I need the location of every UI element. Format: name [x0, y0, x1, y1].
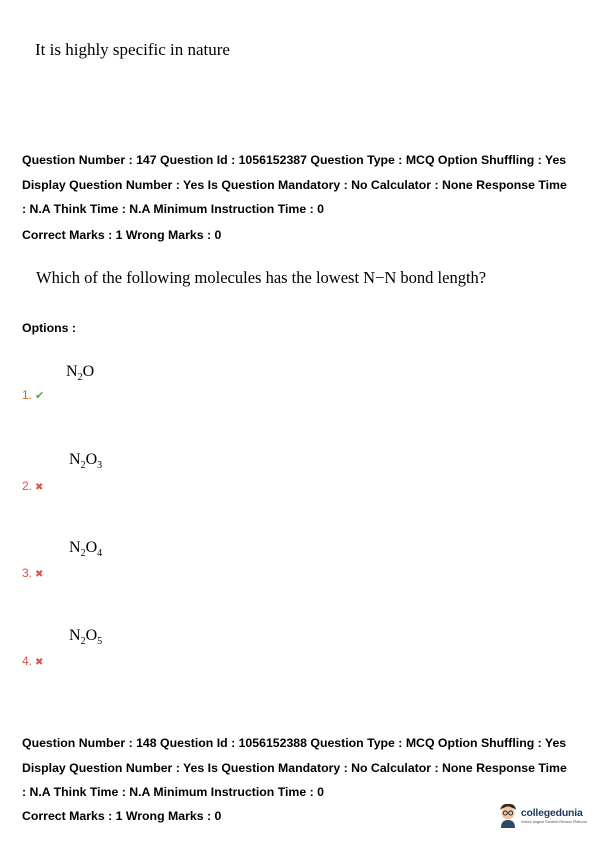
cross-icon: ✖	[35, 482, 44, 493]
option-3-number	[22, 566, 43, 580]
option-number-label: 4.	[22, 654, 33, 668]
options-label: Options :	[22, 321, 76, 335]
previous-answer-text: It is highly specific in nature	[35, 40, 230, 59]
logo-name: collegedunia	[520, 806, 583, 819]
option-number-label: 1.	[22, 388, 33, 402]
cross-icon: ✖	[35, 569, 44, 580]
formula-element: N	[66, 363, 78, 380]
question-148-metadata	[22, 731, 582, 805]
cross-icon: ✖	[35, 657, 44, 668]
meta-line: : N.A Think Time : N.A Minimum Instruction Time : 0	[22, 202, 324, 216]
formula-subscript: 5	[97, 636, 103, 647]
mascot-icon	[497, 802, 519, 828]
formula-element: N	[69, 539, 81, 556]
formula-element: O	[85, 627, 98, 644]
formula-subscript: 2	[80, 548, 86, 559]
formula-subscript: 2	[77, 372, 83, 383]
meta-line: Display Question Number : Yes Is Question Mandatory : No Calculator : None Response Time	[22, 760, 567, 775]
formula-subscript: 2	[80, 636, 86, 647]
meta-line: Question Number : 148 Question Id : 1056152388 Question Type : MCQ Option Shuffling : Yes	[22, 736, 567, 750]
option-3-formula	[69, 539, 102, 559]
formula-subscript: 4	[97, 548, 103, 559]
formula-element: O	[82, 363, 95, 380]
option-2-number	[22, 479, 43, 493]
formula-element: N	[69, 627, 81, 644]
formula-subscript: 3	[97, 460, 103, 471]
formula-element: N	[69, 451, 81, 468]
option-1-number	[22, 388, 44, 402]
option-number-label: 3.	[22, 566, 33, 580]
option-number-label: 2.	[22, 479, 33, 493]
meta-line: Question Number : 147 Question Id : 1056152387 Question Type : MCQ Option Shuffling : Yes	[22, 153, 567, 167]
meta-line: : N.A Think Time : N.A Minimum Instruction Time : 0	[22, 785, 324, 799]
question-147-text: Which of the following molecules has the lowest N−N bond length?	[36, 268, 487, 287]
option-4-number	[22, 654, 43, 668]
formula-subscript: 2	[80, 460, 86, 471]
question-147-metadata	[22, 148, 582, 222]
check-icon: ✔	[35, 390, 45, 402]
meta-line: Display Question Number : Yes Is Question Mandatory : No Calculator : None Response Time	[22, 177, 567, 192]
question-148-marks: Correct Marks : 1 Wrong Marks : 0	[22, 809, 222, 823]
question-147-marks: Correct Marks : 1 Wrong Marks : 0	[22, 228, 222, 242]
formula-element: O	[85, 539, 98, 556]
formula-element: O	[85, 451, 98, 468]
collegedunia-logo	[497, 802, 587, 828]
option-2-formula	[69, 451, 102, 471]
option-4-formula	[69, 627, 102, 647]
logo-tagline: India's largest Student Review Platform	[520, 819, 587, 824]
option-1-formula	[66, 363, 94, 383]
